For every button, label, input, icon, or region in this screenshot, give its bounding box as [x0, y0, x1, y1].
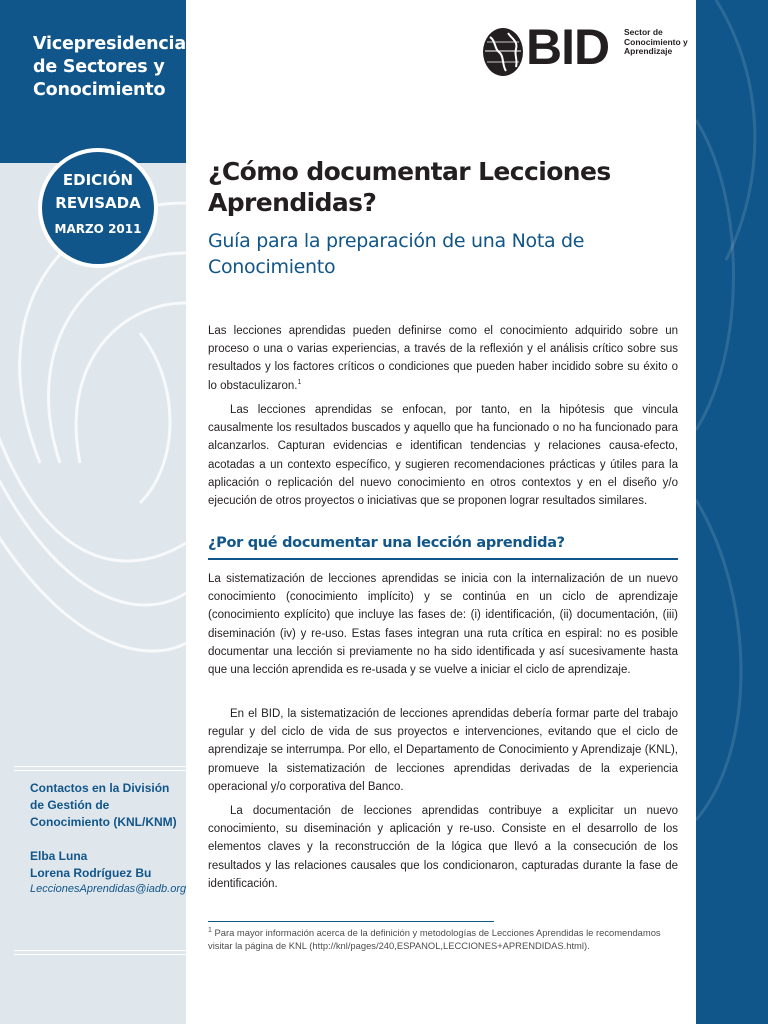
logo-wordmark: BID — [526, 19, 610, 75]
sidebar-divider — [14, 954, 186, 955]
logo-subtitle: Sector de Conocimiento y Aprendizaje — [624, 27, 688, 56]
intro-paragraph — [208, 322, 678, 395]
section-paragraph: En el BID, la sistematización de lecciones aprendidas debería formar parte del trabajo regular y del ciclo de vida de sus proyectos e intervenciones, evitando que el ciclo de aprendizaje se interrumpa. Por ello, el Departamento de Conocimiento y Aprendizaje (KNL), promueve la sistematización de lecciones aprendidas derivadas de la experiencia operacional y/o corporativa del Banco. — [208, 708, 678, 793]
edition-date: MARZO 2011 — [54, 222, 142, 236]
footnote-divider — [208, 921, 494, 922]
edition-label: EDICIÓN — [62, 171, 134, 189]
paragraph-2: Las lecciones aprendidas se enfocan, por tanto, en la hipótesis que vincula causalmente los resultados buscados y aquello que ha funcionado o no ha funcionado para alcanzarlos. Capturan evidencias e identifican tendencias y relaciones causa-efecto, acotadas a un contexto específico, y sugieren recomendaciones prácticas y útiles para la aplicación o replicación del nuevo conocimiento en otros contextos y en el diseño y/o ejecución de otros proyectos o iniciativas que se proponen lograr resultados similares. — [208, 404, 678, 508]
sidebar-header — [0, 0, 186, 163]
page-subtitle: Guía para la preparación de una Nota de Conocimiento — [208, 230, 585, 278]
footnote — [208, 926, 678, 952]
intro-paragraph-text: Las lecciones aprendidas pueden definirse como el conocimiento adquirido sobre un proceso o una o varias experiencias, a través de la reflexión y el análisis crítico sobre sus resultados y los factores críticos o condiciones que pueden haber incidido sobre su éxito o lo obstaculizaron. — [208, 325, 678, 392]
section-paragraph: La sistematización de lecciones aprendidas se inicia con la internalización de un nuevo conocimiento (conocimiento implícito) y se continúa en un ciclo de aprendizaje (conocimiento explícito) que incluye las fases de: (i) identificación, (ii) documentación, (iii) diseminación (iv) y re-uso. Estas fases integran una ruta crítica en espiral: no es posible documentar una lección si previamente no ha sido identificada y así sucesivamente hasta que una lección aprendida es re-usada y se vuelve a iniciar el ciclo de aprendizaje. — [208, 573, 678, 677]
contact-email-link[interactable]: LeccionesAprendidas@iadb.org — [30, 883, 186, 895]
page-title: ¿Cómo documentar Lecciones Aprendidas? — [208, 157, 611, 217]
contacts-divider-bottom — [14, 770, 186, 771]
globe-icon — [482, 27, 524, 77]
footnote-text: Para mayor información acerca de la definición y metodologías de Lecciones Aprendidas le recomendamos visitar la página de KNL (http://knl/pages/240,ESPANOL,LECCIONES+APRENDIDAS.html). — [208, 927, 661, 951]
contacts-title: Contactos en la División de Gestión de Conocimiento (KNL/KNM) — [30, 781, 177, 829]
revised-label: REVISADA — [55, 194, 141, 212]
contact-name: Lorena Rodríguez Bu — [30, 866, 152, 880]
vicepresidency-title: Vicepresidencia de Sectores y Conocimiento — [33, 34, 186, 100]
contact-name: Elba Luna — [30, 849, 88, 863]
right-decorative-bar — [696, 0, 768, 1024]
contacts-divider-top — [14, 766, 186, 767]
section-divider — [208, 558, 678, 560]
sidebar-divider — [14, 950, 186, 951]
left-sidebar — [0, 0, 186, 1024]
footnote-reference: 1 — [297, 378, 302, 386]
edition-badge — [38, 148, 158, 268]
right-bar-pattern — [696, 0, 768, 1024]
section-paragraph: La documentación de lecciones aprendidas contribuye a explicitar un nuevo conocimiento, su diseminación y aplicación y re-uso. Consiste en el desarrollo de los elementos claves y la reconstrucción de la lógica que llevó a la consecución de los resultados y las relaciones causales que los condicionaron, capturadas durante la fase de identificación. — [208, 805, 678, 890]
footnote-mark: 1 — [208, 926, 212, 934]
section-heading: ¿Por qué documentar una lección aprendida? — [208, 535, 565, 551]
